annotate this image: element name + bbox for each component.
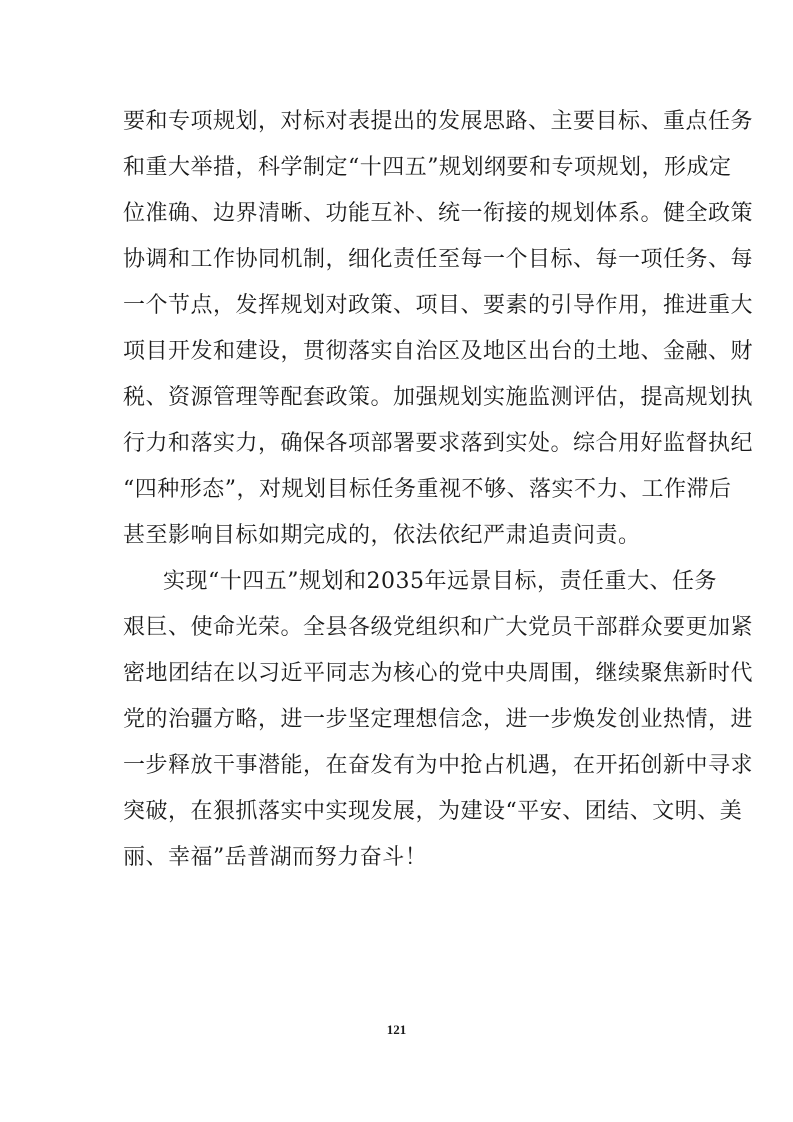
page-number: 121 [386,1022,407,1037]
paragraph-line: 位准确、边界清晰、功能互补、统一衔接的规划体系。健全政策 [123,201,754,226]
paragraph-line: 协调和工作协同机制，细化责任至每一个目标、每一项任务、每 [123,247,754,272]
paragraph-line: “四种形态”，对规划目标任务重视不够、落实不力、工作滞后 [123,477,732,502]
paragraph-line: 党的治疆方略，进一步坚定理想信念，进一步焕发创业热情，进 [123,707,754,732]
paragraph-line: 丽、幸福”岳普湖而努力奋斗！ [123,845,428,870]
paragraph-line: 突破，在狠抓落实中实现发展，为建设“平安、团结、文明、美 [123,799,743,824]
paragraph-line: 行力和落实力，确保各项部署要求落到实处。综合用好监督执纪 [123,431,754,456]
paragraph-line: 一个节点，发挥规划对政策、项目、要素的引导作用，推进重大 [123,293,754,318]
paragraph-line: 艰巨、使命光荣。全县各级党组织和广大党员干部群众要更加紧 [123,615,754,640]
paragraph-line: 项目开发和建设，贯彻落实自治区及地区出台的土地、金融、财 [123,339,754,364]
paragraph-line: 密地团结在以习近平同志为核心的党中央周围，继续聚焦新时代 [123,661,754,686]
paragraph-line: 一步释放干事潜能，在奋发有为中抢占机遇，在开拓创新中寻求 [123,753,754,778]
paragraph-line: 税、资源管理等配套政策。加强规划实施监测评估，提高规划执 [123,385,754,410]
paragraph-line: 和重大举措，科学制定“十四五”规划纲要和专项规划，形成定 [123,155,732,180]
paragraph-line: 实现“十四五”规划和2035年远景目标，责任重大、任务 [163,569,717,594]
paragraph-line: 甚至影响目标如期完成的，依法依纪严肃追责问责。 [123,523,641,548]
paragraph-line: 要和专项规划，对标对表提出的发展思路、主要目标、重点任务 [123,109,754,134]
